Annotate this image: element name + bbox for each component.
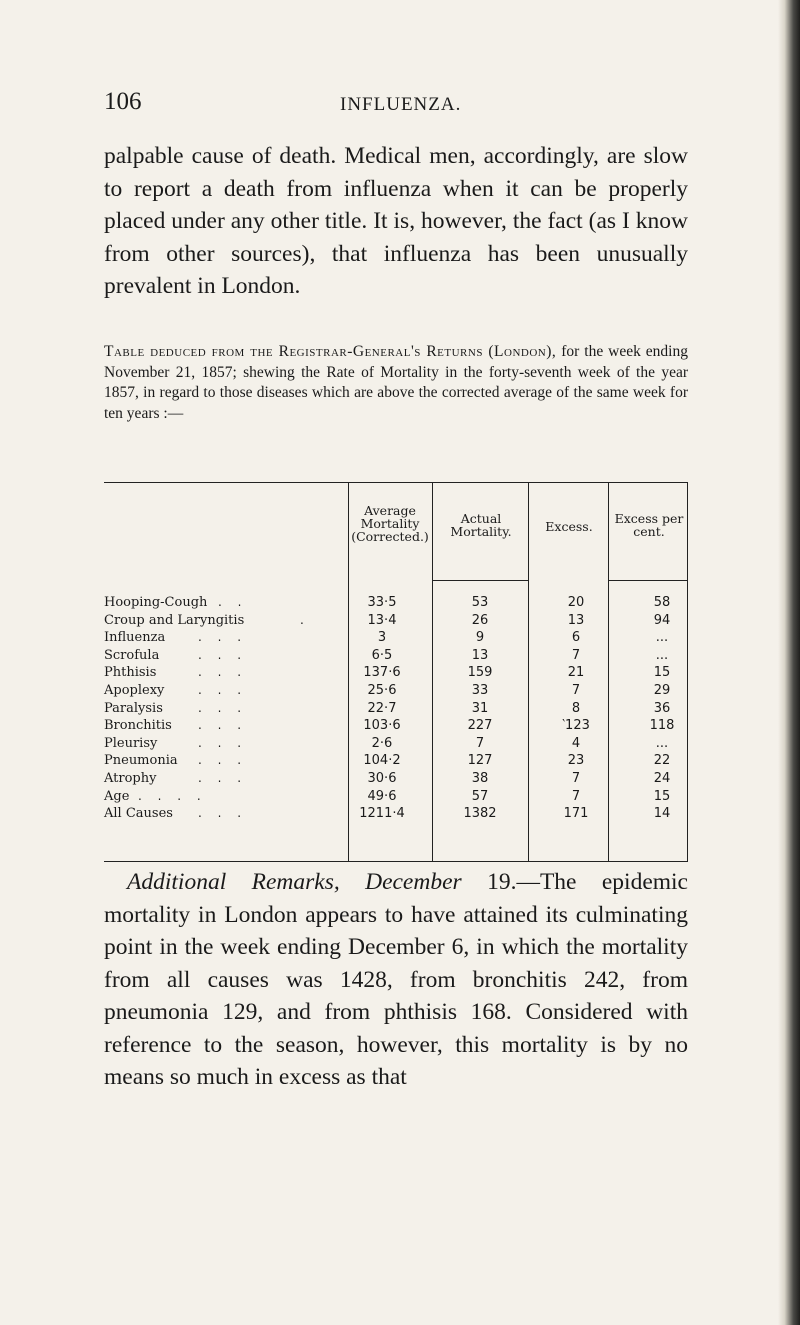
cell-average: 13·4 bbox=[367, 612, 397, 628]
cell-excess: 20 bbox=[567, 595, 585, 610]
cell-excess: 7 bbox=[571, 647, 581, 663]
cell-excess: 8 bbox=[571, 700, 581, 716]
cell-actual: 7 bbox=[475, 735, 485, 751]
row-label: Pleurisy bbox=[104, 735, 158, 751]
table-row bbox=[104, 770, 688, 788]
cell-excess: 21 bbox=[567, 665, 585, 681]
table-body bbox=[104, 594, 688, 823]
paragraph-2 bbox=[104, 866, 688, 1094]
row-label: Paralysis bbox=[104, 700, 163, 716]
col-header-average: Average Mortality (Corrected.) bbox=[351, 503, 429, 544]
leader-dots: . . . bbox=[198, 630, 248, 645]
cell-excess-pct: 15 bbox=[653, 665, 671, 681]
cell-actual: 53 bbox=[471, 595, 489, 610]
paragraph-2-text: 19.—The epidemic mortality in London appears to have attained its culminating point in the week ending December 6, in which the mortality from all causes was 1428, from bronchitis 242, from pneumonia 129, and from phthisis 168. Considered with reference to the season, however, this mortality is by no means so much in excess as that bbox=[104, 869, 688, 1090]
row-label: Scrofula bbox=[104, 647, 160, 663]
table-caption bbox=[104, 342, 688, 424]
cell-excess-pct: 29 bbox=[653, 682, 671, 698]
leader-dots: . . . bbox=[198, 735, 248, 750]
row-label: Influenza bbox=[104, 630, 166, 646]
leader-dots: . . . bbox=[198, 770, 248, 785]
cell-actual: 26 bbox=[471, 612, 489, 628]
cell-average: 22·7 bbox=[367, 700, 397, 716]
row-label: Bronchitis bbox=[104, 718, 172, 734]
leader-dots: . bbox=[300, 612, 310, 627]
cell-average: 104·2 bbox=[363, 753, 401, 769]
page-number: 106 bbox=[104, 88, 142, 115]
cell-average: 3 bbox=[377, 630, 387, 646]
header-underline bbox=[432, 580, 528, 581]
table-row bbox=[104, 717, 688, 735]
table-row bbox=[104, 612, 688, 630]
cell-excess-pct: 118 bbox=[649, 718, 675, 734]
cell-actual: 227 bbox=[467, 718, 493, 734]
cell-excess: 171 bbox=[563, 806, 589, 822]
leader-dots: . . . bbox=[198, 753, 248, 768]
table-row bbox=[104, 700, 688, 718]
mortality-table bbox=[104, 482, 688, 862]
page-header bbox=[104, 88, 684, 118]
leader-dots: . . bbox=[218, 595, 248, 609]
cell-excess-pct: ... bbox=[655, 735, 669, 751]
leader-dots: . . . bbox=[198, 647, 248, 662]
cell-excess: 7 bbox=[571, 682, 581, 698]
cell-actual: 9 bbox=[475, 630, 485, 646]
cell-average: 33·5 bbox=[367, 595, 397, 610]
table-row bbox=[104, 594, 688, 612]
row-label: Croup and Laryngitis bbox=[104, 612, 245, 628]
cell-excess-pct: ... bbox=[655, 647, 669, 663]
row-label: Pneumonia bbox=[104, 753, 178, 769]
cell-excess-pct: 15 bbox=[653, 788, 671, 804]
cell-excess-pct: 22 bbox=[653, 753, 671, 769]
cell-excess: 4 bbox=[571, 735, 581, 751]
col-header-actual: Actual Mortality. bbox=[450, 511, 512, 539]
cell-excess-pct: 58 bbox=[653, 595, 671, 610]
row-label: Phthisis bbox=[104, 665, 157, 681]
row-label: Age bbox=[104, 788, 130, 804]
table-row bbox=[104, 752, 688, 770]
cell-average: 25·6 bbox=[367, 682, 397, 698]
cell-average: 137·6 bbox=[363, 665, 401, 681]
leader-dots: . . . bbox=[198, 700, 248, 715]
leader-dots: . . . . bbox=[138, 788, 207, 803]
cell-actual: 57 bbox=[471, 788, 489, 804]
cell-excess-pct: ... bbox=[655, 630, 669, 646]
cell-excess: ‵123 bbox=[562, 718, 590, 734]
row-label: All Causes bbox=[104, 806, 173, 822]
col-header-excess: Excess. bbox=[545, 519, 593, 534]
table-row bbox=[104, 647, 688, 665]
cell-excess: 23 bbox=[567, 753, 585, 769]
cell-actual: 38 bbox=[471, 770, 489, 786]
cell-average: 6·5 bbox=[371, 647, 393, 663]
table-row bbox=[104, 682, 688, 700]
cell-average: 103·6 bbox=[363, 718, 401, 734]
cell-excess: 7 bbox=[571, 770, 581, 786]
cell-actual: 33 bbox=[471, 682, 489, 698]
cell-actual: 127 bbox=[467, 753, 493, 769]
cell-excess-pct: 14 bbox=[653, 806, 671, 822]
cell-excess: 7 bbox=[571, 788, 581, 804]
cell-actual: 31 bbox=[471, 700, 489, 716]
leader-dots: . . . bbox=[198, 682, 248, 697]
cell-actual: 1382 bbox=[463, 806, 497, 822]
col-header-excess-pct: Excess per cent. bbox=[614, 511, 684, 539]
cell-excess: 6 bbox=[571, 630, 581, 646]
row-label: Atrophy bbox=[104, 770, 157, 786]
row-label: Hooping-Cough bbox=[104, 595, 208, 610]
table-row bbox=[104, 805, 688, 823]
table-bottom-rule bbox=[104, 861, 688, 862]
caption-rest: for the week ending November 21, 1857; shewing the Rate of Mortality in the forty-seventh week of the year 1857, in regard to those diseases which are above the corrected average of the same week for ten years :— bbox=[104, 343, 688, 422]
cell-average: 2·6 bbox=[371, 735, 393, 751]
cell-average: 1211·4 bbox=[359, 806, 405, 822]
row-label: Apoplexy bbox=[104, 682, 165, 698]
table-row bbox=[104, 788, 688, 806]
cell-average: 30·6 bbox=[367, 770, 397, 786]
book-spine-shadow bbox=[778, 0, 800, 1325]
table-top-rule bbox=[104, 482, 688, 483]
header-underline bbox=[608, 580, 688, 581]
leader-dots: . . . bbox=[198, 718, 248, 733]
section-title: Additional Remarks, December bbox=[127, 869, 462, 895]
running-title: INFLUENZA. bbox=[340, 94, 462, 115]
paragraph-1: palpable cause of death. Medical men, accordingly, are slow to report a death from influenza when it can be properly placed under any other title. It is, however, the fact (as I know from other sources), that influenza has been unusually prevalent in London. bbox=[104, 143, 688, 299]
cell-excess-pct: 24 bbox=[653, 770, 671, 786]
leader-dots: . . . bbox=[198, 665, 248, 680]
cell-excess-pct: 36 bbox=[653, 700, 671, 716]
cell-average: 49·6 bbox=[367, 788, 397, 804]
leader-dots: . . . bbox=[198, 806, 248, 821]
cell-excess: 13 bbox=[567, 612, 585, 628]
cell-actual: 13 bbox=[471, 647, 489, 663]
cell-excess-pct: 94 bbox=[653, 612, 671, 628]
table-row bbox=[104, 629, 688, 647]
caption-lead: Table deduced from the Registrar-General's Returns (London), bbox=[104, 343, 557, 360]
table-row bbox=[104, 735, 688, 753]
table-row bbox=[104, 664, 688, 682]
cell-actual: 159 bbox=[467, 665, 493, 681]
